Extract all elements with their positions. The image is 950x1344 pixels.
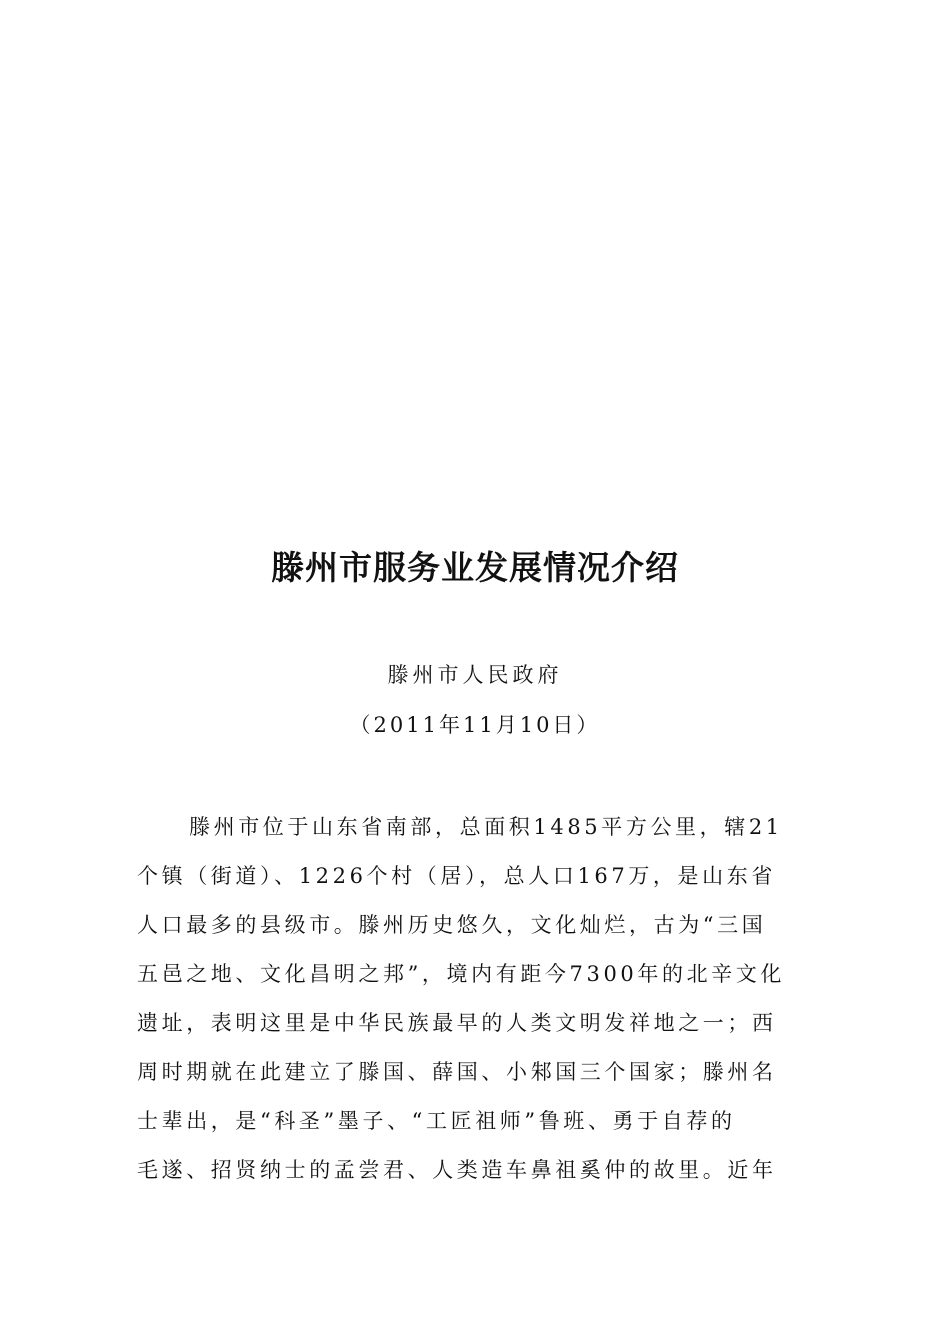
document-author: 滕州市人民政府 <box>387 663 563 687</box>
paragraph-line: 个镇（街道）、1226个村（居），总人口167万，是山东省 <box>137 864 776 888</box>
document-date: （2011年11月10日） <box>349 713 601 737</box>
paragraph-line: 遗址，表明这里是中华民族最早的人类文明发祥地之一；西 <box>137 1011 777 1035</box>
paragraph-line: 周时期就在此建立了滕国、薛国、小邾国三个国家；滕州名 <box>137 1060 777 1084</box>
paragraph-line: 五邑之地、文化昌明之邦”，境内有距今7300年的北辛文化 <box>137 962 785 986</box>
paragraph-line: 滕州市位于山东省南部，总面积1485平方公里，辖21 <box>189 815 783 839</box>
paragraph-line: 毛遂、招贤纳士的孟尝君、人类造车鼻祖奚仲的故里。近年 <box>137 1158 777 1182</box>
body-paragraph <box>137 803 813 1195</box>
paragraph-line: 人口最多的县级市。滕州历史悠久，文化灿烂，古为“三国 <box>137 913 767 937</box>
document-title: 滕州市服务业发展情况介绍 <box>271 548 679 587</box>
paragraph-line: 士辈出，是“科圣”墨子、“工匠祖师”鲁班、勇于自荐的 <box>137 1109 736 1133</box>
